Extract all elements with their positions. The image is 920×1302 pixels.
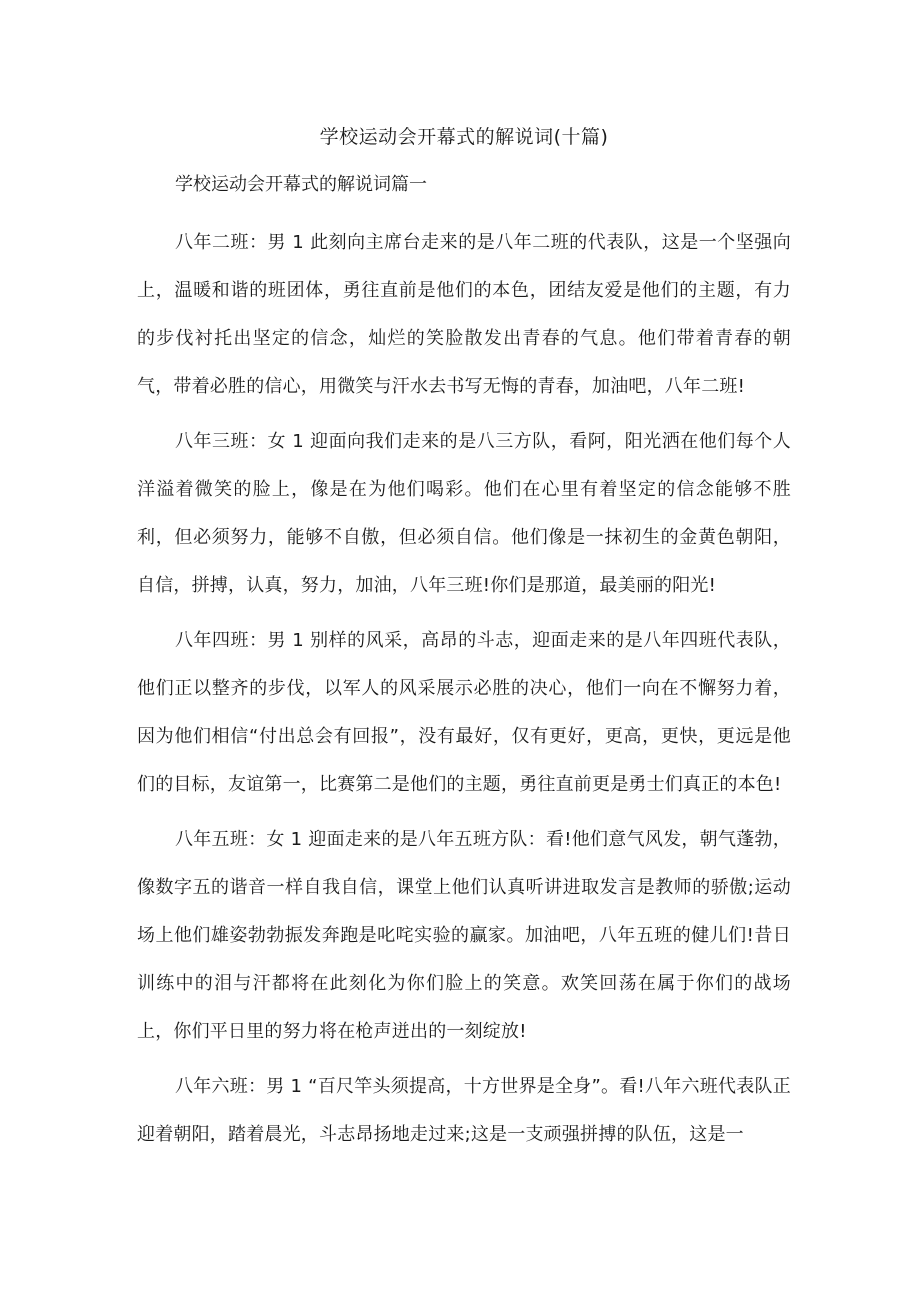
paragraph-class-8-4: 八年四班：男 1 别样的风采，高昂的斗志，迎面走来的是八年四班代表队，他们正以整齐的步伐，以军人的风采展示必胜的决心，他们一向在不懈努力着，因为他们相信“付出总会有回报”，没有最好，仅有更好，更高，更快，更远是他们的目标，友谊第一，比赛第二是他们的主题，勇往直前更是勇士们真正的本色! [137, 630, 791, 795]
section-heading: 学校运动会开幕式的解说词篇一 [175, 174, 427, 195]
paragraph-class-8-2: 八年二班：男 1 此刻向主席台走来的是八年二班的代表队，这是一个坚强向上，温暖和谐的班团体，勇往直前是他们的本色，团结友爱是他们的主题，有力的步伐衬托出坚定的信念，灿烂的笑脸散发出青春的气息。他们带着青春的朝气，带着必胜的信心，用微笑与汗水去书写无悔的青春，加油吧，八年二班! [137, 232, 791, 397]
document-title: 学校运动会开幕式的解说词(十篇) [319, 126, 609, 148]
paragraph-class-8-6: 八年六班：男 1 “百尺竿头须提高，十方世界是全身”。看!八年六班代表队正迎着朝阳，踏着晨光，斗志昂扬地走过来;这是一支顽强拼搏的队伍，这是一 [137, 1076, 791, 1145]
paragraph-class-8-3: 八年三班：女 1 迎面向我们走来的是八三方队，看阿，阳光洒在他们每个人洋溢着微笑的脸上，像是在为他们喝彩。他们在心里有着坚定的信念能够不胜利，但必须努力，能够不自傲，但必须自信。他们像是一抹初生的金黄色朝阳，自信，拼搏，认真，努力，加油，八年三班!你们是那道，最美丽的阳光! [137, 431, 791, 596]
paragraph-class-8-5: 八年五班：女 1 迎面走来的是八年五班方队：看!他们意气风发，朝气蓬勃，像数字五的谐音一样自我自信，课堂上他们认真听讲进取发言是教师的骄傲;运动场上他们雄姿勃勃振发奔跑是叱咤实验的赢家。加油吧，八年五班的健儿们!昔日训练中的泪与汗都将在此刻化为你们脸上的笑意。欢笑回荡在属于你们的战场上，你们平日里的努力将在枪声迸出的一刻绽放! [137, 829, 791, 1042]
document-page [137, 122, 791, 1166]
